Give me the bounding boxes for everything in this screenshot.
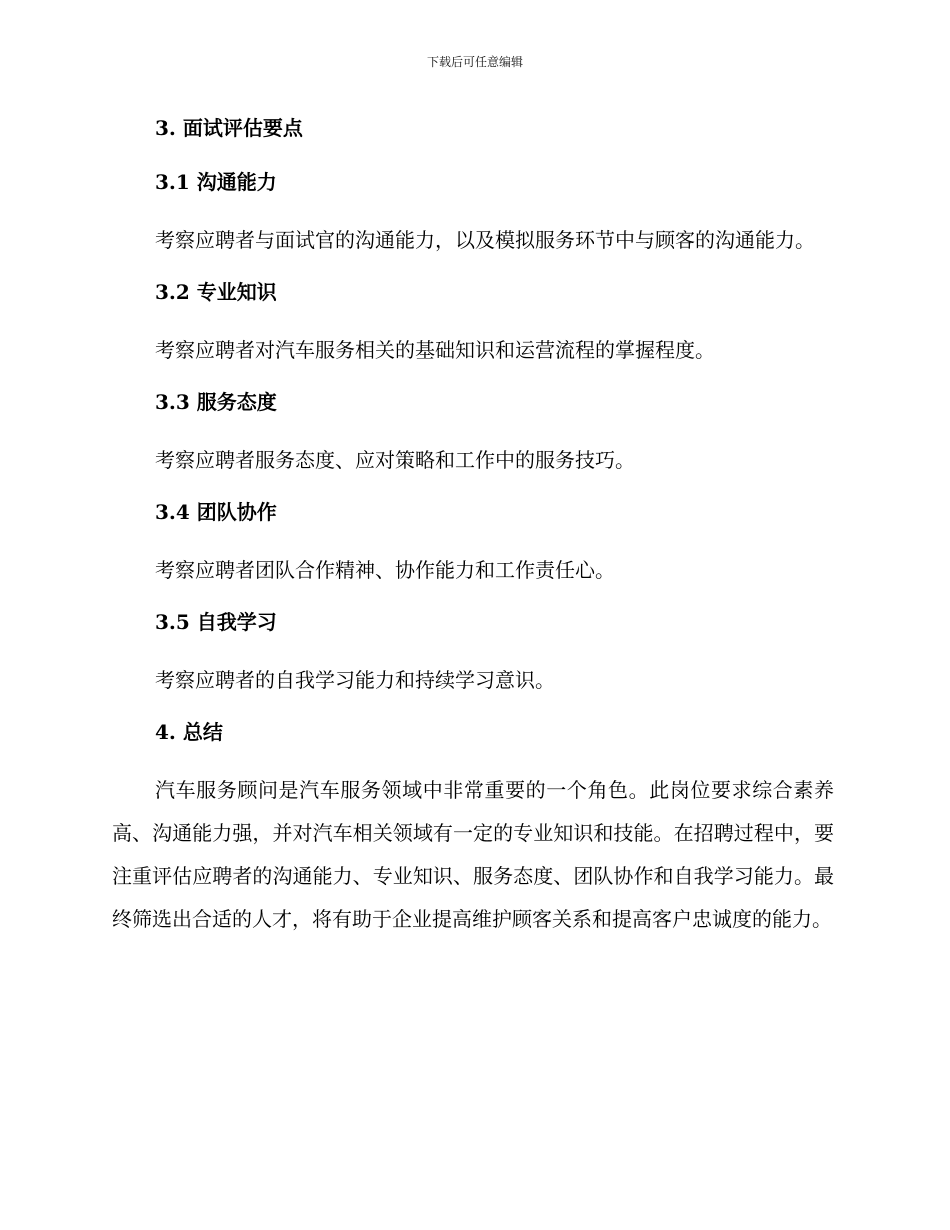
section-body-3-2: 考察应聘者对汽车服务相关的基础知识和运营流程的掌握程度。 (155, 338, 715, 362)
section-body-4: 汽车服务顾问是汽车服务领域中非常重要的一个角色。此岗位要求综合素养高、沟通能力强，并对汽车相关领域有一定的专业知识和技能。在招聘过程中，要注重评估应聘者的沟通能力、专业知识、服务态度、团队协作和自我学习能力。最终筛选出合适的人才，将有助于企业提高维护顾客关系和提高客户忠诚度的能力。 (112, 778, 834, 931)
section-body-3-4: 考察应聘者团队合作精神、协作能力和工作责任心。 (155, 558, 615, 582)
page-header: 下载后可任意编辑 (426, 55, 523, 69)
document-body (112, 110, 834, 953)
section-heading-4: 4. 总结 (155, 720, 223, 744)
section-body-3-3: 考察应聘者服务态度、应对策略和工作中的服务技巧。 (155, 448, 635, 472)
section-heading-3-5: 3.5 自我学习 (155, 610, 277, 634)
section-heading-3-2: 3.2 专业知识 (155, 280, 277, 304)
section-body-3-1: 考察应聘者与面试官的沟通能力，以及模拟服务环节中与顾客的沟通能力。 (155, 228, 815, 252)
section-heading-3-1: 3.1 沟通能力 (155, 170, 277, 194)
section-heading-3-3: 3.3 服务态度 (155, 390, 277, 414)
section-heading-3-4: 3.4 团队协作 (155, 500, 277, 524)
section-body-3-5: 考察应聘者的自我学习能力和持续学习意识。 (155, 668, 555, 692)
section-heading-3: 3. 面试评估要点 (155, 116, 303, 140)
